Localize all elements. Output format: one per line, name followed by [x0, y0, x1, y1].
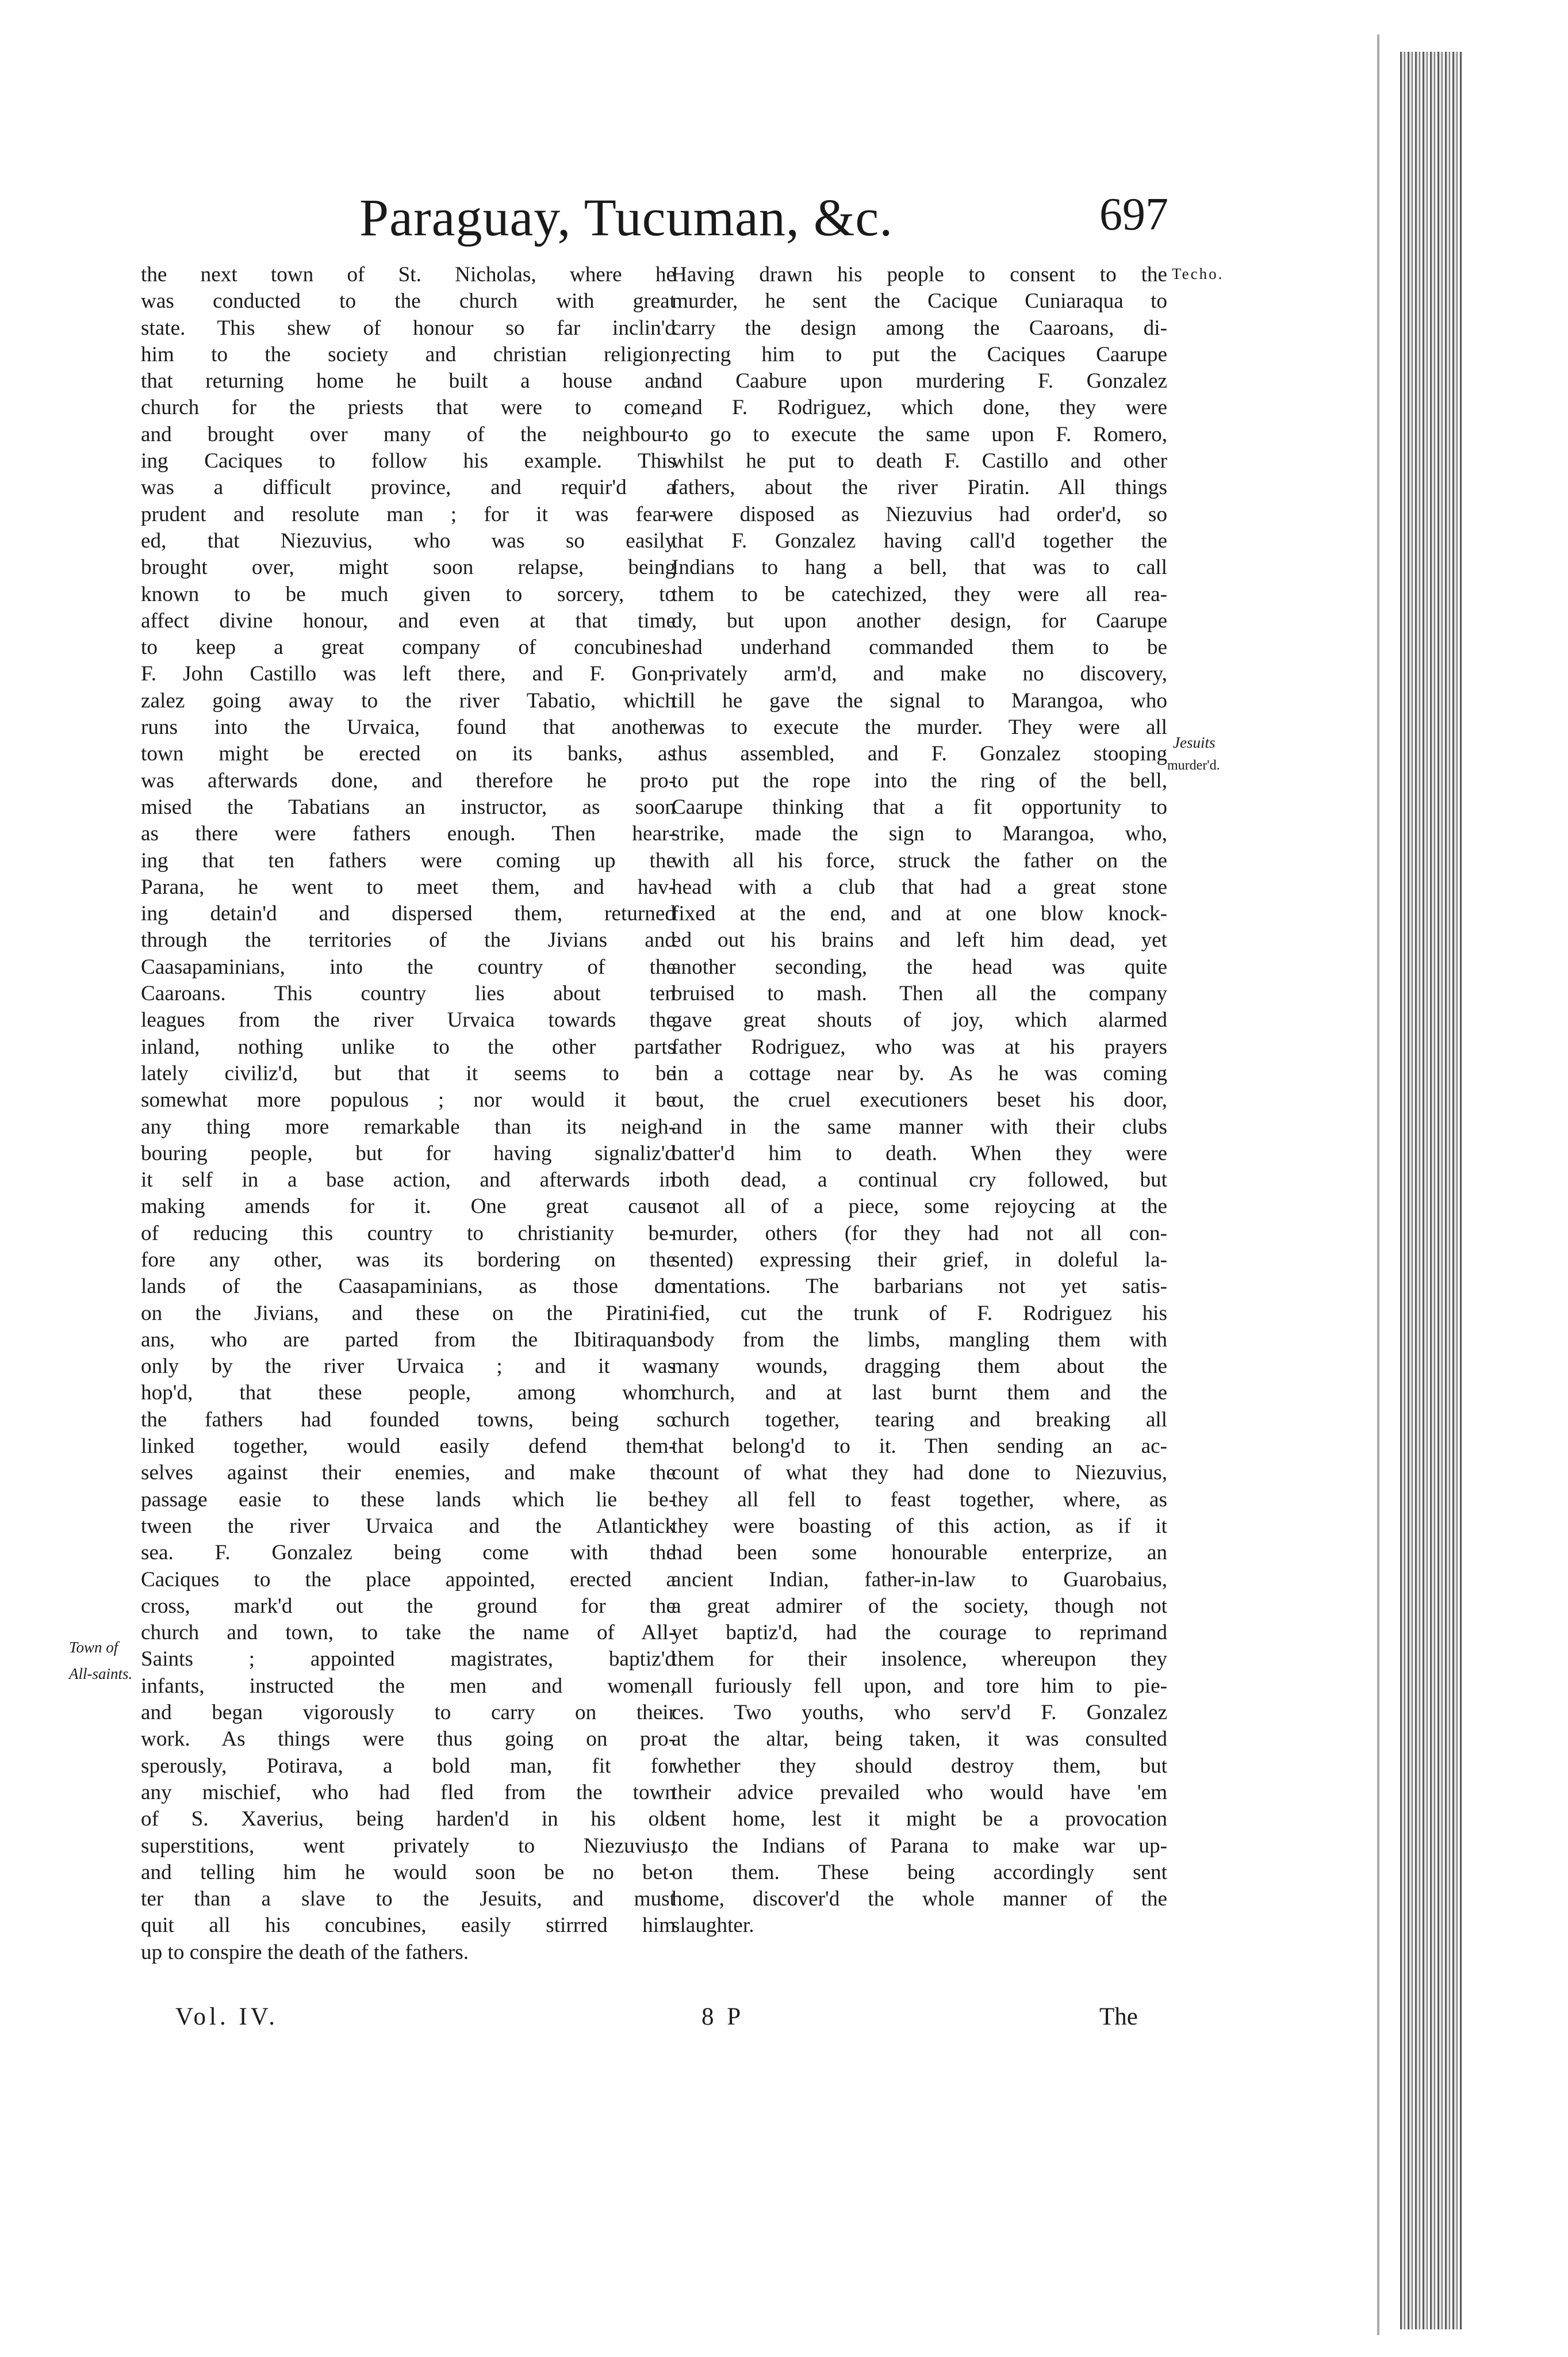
text-line: sperously, Potirava, a bold man, fit for [141, 1754, 676, 1778]
text-line: gave great shouts of joy, which alarmed [672, 1008, 1167, 1032]
text-line: ans, who are parted from the Ibitiraquans [141, 1327, 676, 1352]
text-line: prudent and resolute man ; for it was fear- [141, 502, 676, 526]
page-gutter-line [1377, 35, 1379, 2335]
text-line: known to be much given to sorcery, to [141, 582, 676, 606]
text-line: bouring people, but for having signaliz'd [141, 1141, 676, 1165]
text-line: out, the cruel executioners beset his door, [672, 1088, 1167, 1112]
text-line: affect divine honour, and even at that time [141, 609, 676, 633]
text-line: was afterwards done, and therefore he pro- [141, 768, 676, 793]
text-line: was conducted to the church with great [141, 289, 676, 313]
text-line: lately civiliz'd, but that it seems to be [141, 1061, 676, 1085]
text-line: was to execute the murder. They were all [672, 715, 1167, 740]
text-line: to put the rope into the ring of the bell, [672, 768, 1167, 793]
text-line: F. John Castillo was left there, and F. Gon- [141, 662, 676, 686]
text-line: father Rodriguez, who was at his prayers [672, 1035, 1167, 1059]
text-line: mentations. The barbarians not yet satis- [672, 1275, 1167, 1299]
text-line: passage easie to these lands which lie be- [141, 1487, 676, 1512]
text-line: and Caabure upon murdering F. Gonzalez [672, 369, 1167, 393]
text-line: were disposed as Niezuvius had order'd, so [672, 502, 1167, 526]
left-column [141, 262, 676, 1966]
text-line: church and town, to take the name of All- [141, 1621, 676, 1645]
text-line: superstitions, went privately to Niezuvius, [141, 1834, 676, 1858]
text-line: cross, mark'd out the ground for the [141, 1594, 676, 1618]
text-line: selves against their enemies, and make the [141, 1461, 676, 1485]
text-line: they all fell to feast together, where, as [672, 1487, 1167, 1512]
text-line: murder, others (for they had not all con- [672, 1221, 1167, 1245]
text-line: ing that ten fathers were coming up the [141, 848, 676, 873]
right-column [672, 262, 1167, 1939]
margin-note-all-saints: All-saints. [69, 1665, 133, 1682]
text-line: through the territories of the Jivians and [141, 928, 676, 952]
text-line: whether they should destroy them, but [672, 1754, 1167, 1778]
text-line: somewhat more populous ; nor would it be [141, 1088, 676, 1112]
text-line: of reducing this country to christianity be- [141, 1221, 676, 1245]
text-line: at the altar, being taken, it was consulted [672, 1727, 1167, 1751]
text-line: linked together, would easily defend them- [141, 1434, 676, 1459]
text-line: fore any other, was its bordering on the [141, 1248, 676, 1272]
text-line: fathers, about the river Piratin. All things [672, 476, 1167, 500]
text-line: brought over, might soon relapse, being [141, 556, 676, 580]
text-line: yet baptiz'd, had the courage to reprimand [672, 1621, 1167, 1645]
text-line: only by the river Urvaica ; and it was [141, 1354, 676, 1379]
text-line: and telling him he would soon be no bet- [141, 1860, 676, 1884]
text-line: ancient Indian, father-in-law to Guarobaius, [672, 1567, 1167, 1591]
text-line: all furiously fell upon, and tore him to pie- [672, 1674, 1167, 1698]
text-line: work. As things were thus going on pro- [141, 1727, 676, 1751]
text-line: mised the Tabatians an instructor, as soon [141, 795, 676, 819]
text-line: Caaroans. This country lies about ten [141, 982, 676, 1006]
margin-note-techo: Techo. [1172, 265, 1224, 282]
running-head-title: Paraguay, Tucuman, &c. [359, 188, 894, 247]
text-line: on the Jivians, and these on the Piratini- [141, 1301, 676, 1325]
text-line: of S. Xaverius, being harden'd in his old [141, 1807, 676, 1831]
text-line: head with a club that had a great stone [672, 875, 1167, 899]
text-line: church, and at last burnt them and the [672, 1381, 1167, 1405]
text-line: to go to execute the same upon F. Romero, [672, 422, 1167, 446]
text-line: carry the design among the Caaroans, di- [672, 316, 1167, 340]
text-line: fixed at the end, and at one blow knock- [672, 902, 1167, 926]
text-line: it self in a base action, and afterwards in [141, 1168, 676, 1192]
text-line: up to conspire the death of the fathers. [141, 1940, 469, 1964]
text-line: Saints ; appointed magistrates, baptiz'd [141, 1647, 676, 1671]
text-line: Indians to hang a bell, that was to call [672, 556, 1167, 580]
text-line: tween the river Urvaica and the Atlantick [141, 1514, 676, 1538]
text-line: church together, tearing and breaking all [672, 1407, 1167, 1432]
text-line: many wounds, dragging them about the [672, 1354, 1167, 1379]
text-line: recting him to put the Caciques Caarupe [672, 342, 1167, 366]
text-line: murder, he sent the Cacique Cuniaraqua to [672, 289, 1167, 313]
footer-catchword: The [1099, 2003, 1138, 2030]
text-line: the next town of St. Nicholas, where he [141, 263, 676, 286]
text-line: bruised to mash. Then all the company [672, 982, 1167, 1006]
text-line: and F. Rodriguez, which done, they were [672, 396, 1167, 420]
text-line: privately arm'd, and make no discovery, [672, 662, 1167, 686]
text-line: ed out his brains and left him dead, yet [672, 928, 1167, 952]
text-line: till he gave the signal to Marangoa, who [672, 688, 1167, 713]
text-line: state. This shew of honour so far inclin'd [141, 316, 676, 340]
text-line: Caciques to the place appointed, erected a [141, 1567, 676, 1591]
text-line: on them. These being accordingly sent [672, 1860, 1167, 1884]
text-line: to the Indians of Parana to make war up- [672, 1834, 1167, 1858]
text-line: in a cottage near by. As he was coming [672, 1061, 1167, 1085]
text-line: sea. F. Gonzalez being come with the [141, 1541, 676, 1565]
text-line: was a difficult province, and requir'd a [141, 476, 676, 500]
footer-signature: 8 P [701, 2003, 745, 2030]
text-line: sent home, lest it might be a provocation [672, 1807, 1167, 1831]
text-line: zalez going away to the river Tabatio, which [141, 688, 676, 713]
text-line: as there were fathers enough. Then hear- [141, 822, 676, 846]
text-line: any thing more remarkable than its neigh- [141, 1115, 676, 1139]
text-line: any mischief, who had fled from the town [141, 1780, 676, 1804]
text-line: slaughter. [672, 1914, 754, 1938]
margin-note-town-of: Town of [69, 1639, 118, 1656]
text-line: ing detain'd and dispersed them, returned [141, 902, 676, 926]
text-line: them for their insolence, whereupon they [672, 1647, 1167, 1671]
text-line: with all his force, struck the father on the [672, 848, 1167, 873]
page-edge-shadow [1400, 52, 1462, 2329]
text-line: they were boasting of this action, as if it [672, 1514, 1167, 1538]
text-line: body from the limbs, mangling them with [672, 1327, 1167, 1352]
text-line: Caasapaminians, into the country of the [141, 955, 676, 979]
text-line: another seconding, the head was quite [672, 955, 1167, 979]
text-line: ing Caciques to follow his example. This [141, 449, 676, 473]
margin-note-murderd: murder'd. [1167, 758, 1220, 773]
text-line: count of what they had done to Niezuvius, [672, 1461, 1167, 1485]
text-line: and began vigorously to carry on their [141, 1701, 676, 1725]
text-line: Caarupe thinking that a fit opportunity to [672, 795, 1167, 819]
text-line: to keep a great company of concubines. [141, 636, 676, 660]
text-line: both dead, a continual cry followed, but [672, 1168, 1167, 1192]
text-line: and in the same manner with their clubs [672, 1115, 1167, 1139]
text-line: quit all his concubines, easily stirrred him [141, 1914, 676, 1938]
text-line: runs into the Urvaica, found that another [141, 715, 676, 740]
text-line: fied, cut the trunk of F. Rodriguez his [672, 1301, 1167, 1325]
text-line: town might be erected on its banks, as [141, 742, 676, 766]
text-line: hop'd, that these people, among whom [141, 1381, 676, 1405]
text-line: batter'd him to death. When they were [672, 1141, 1167, 1165]
text-line: and brought over many of the neighbour- [141, 422, 676, 446]
text-line: not all of a piece, some rejoycing at the [672, 1195, 1167, 1219]
text-line: that returning home he built a house and [141, 369, 676, 393]
text-line: that belong'd to it. Then sending an ac- [672, 1434, 1167, 1459]
page-number: 697 [1099, 189, 1168, 240]
text-line: their advice prevailed who would have 'em [672, 1780, 1167, 1804]
text-line: ces. Two youths, who serv'd F. Gonzalez [672, 1701, 1167, 1725]
margin-note-jesuits: Jesuits [1173, 734, 1216, 751]
text-line: that F. Gonzalez having call'd together the [672, 529, 1167, 553]
text-line: thus assembled, and F. Gonzalez stooping [672, 742, 1167, 766]
text-line: making amends for it. One great cause [141, 1195, 676, 1219]
text-line: him to the society and christian religion, [141, 342, 676, 366]
text-line: lands of the Caasapaminians, as those do [141, 1275, 676, 1299]
text-line: them to be catechized, they were all rea- [672, 582, 1167, 606]
text-line: had been some honourable enterprize, an [672, 1541, 1167, 1565]
text-line: home, discover'd the whole manner of the [672, 1887, 1167, 1911]
text-line: sented) expressing their grief, in doleful la- [672, 1248, 1167, 1272]
text-line: whilst he put to death F. Castillo and other [672, 449, 1167, 473]
text-line: strike, made the sign to Marangoa, who, [672, 822, 1167, 846]
text-line: Parana, he went to meet them, and hav- [141, 875, 676, 899]
text-line: Having drawn his people to consent to the [672, 263, 1167, 286]
text-line: infants, instructed the men and women, [141, 1674, 676, 1698]
text-line: ter than a slave to the Jesuits, and must [141, 1887, 676, 1911]
text-line: church for the priests that were to come, [141, 396, 676, 420]
text-line: a great admirer of the society, though not [672, 1594, 1167, 1618]
footer-volume: Vol. IV. [175, 2003, 279, 2030]
text-line: ed, that Niezuvius, who was so easily [141, 529, 676, 553]
text-line: the fathers had founded towns, being so [141, 1407, 676, 1432]
text-line: had underhand commanded them to be [672, 636, 1167, 660]
text-line: dy, but upon another design, for Caarupe [672, 609, 1167, 633]
text-line: inland, nothing unlike to the other parts [141, 1035, 676, 1059]
text-line: leagues from the river Urvaica towards the [141, 1008, 676, 1032]
